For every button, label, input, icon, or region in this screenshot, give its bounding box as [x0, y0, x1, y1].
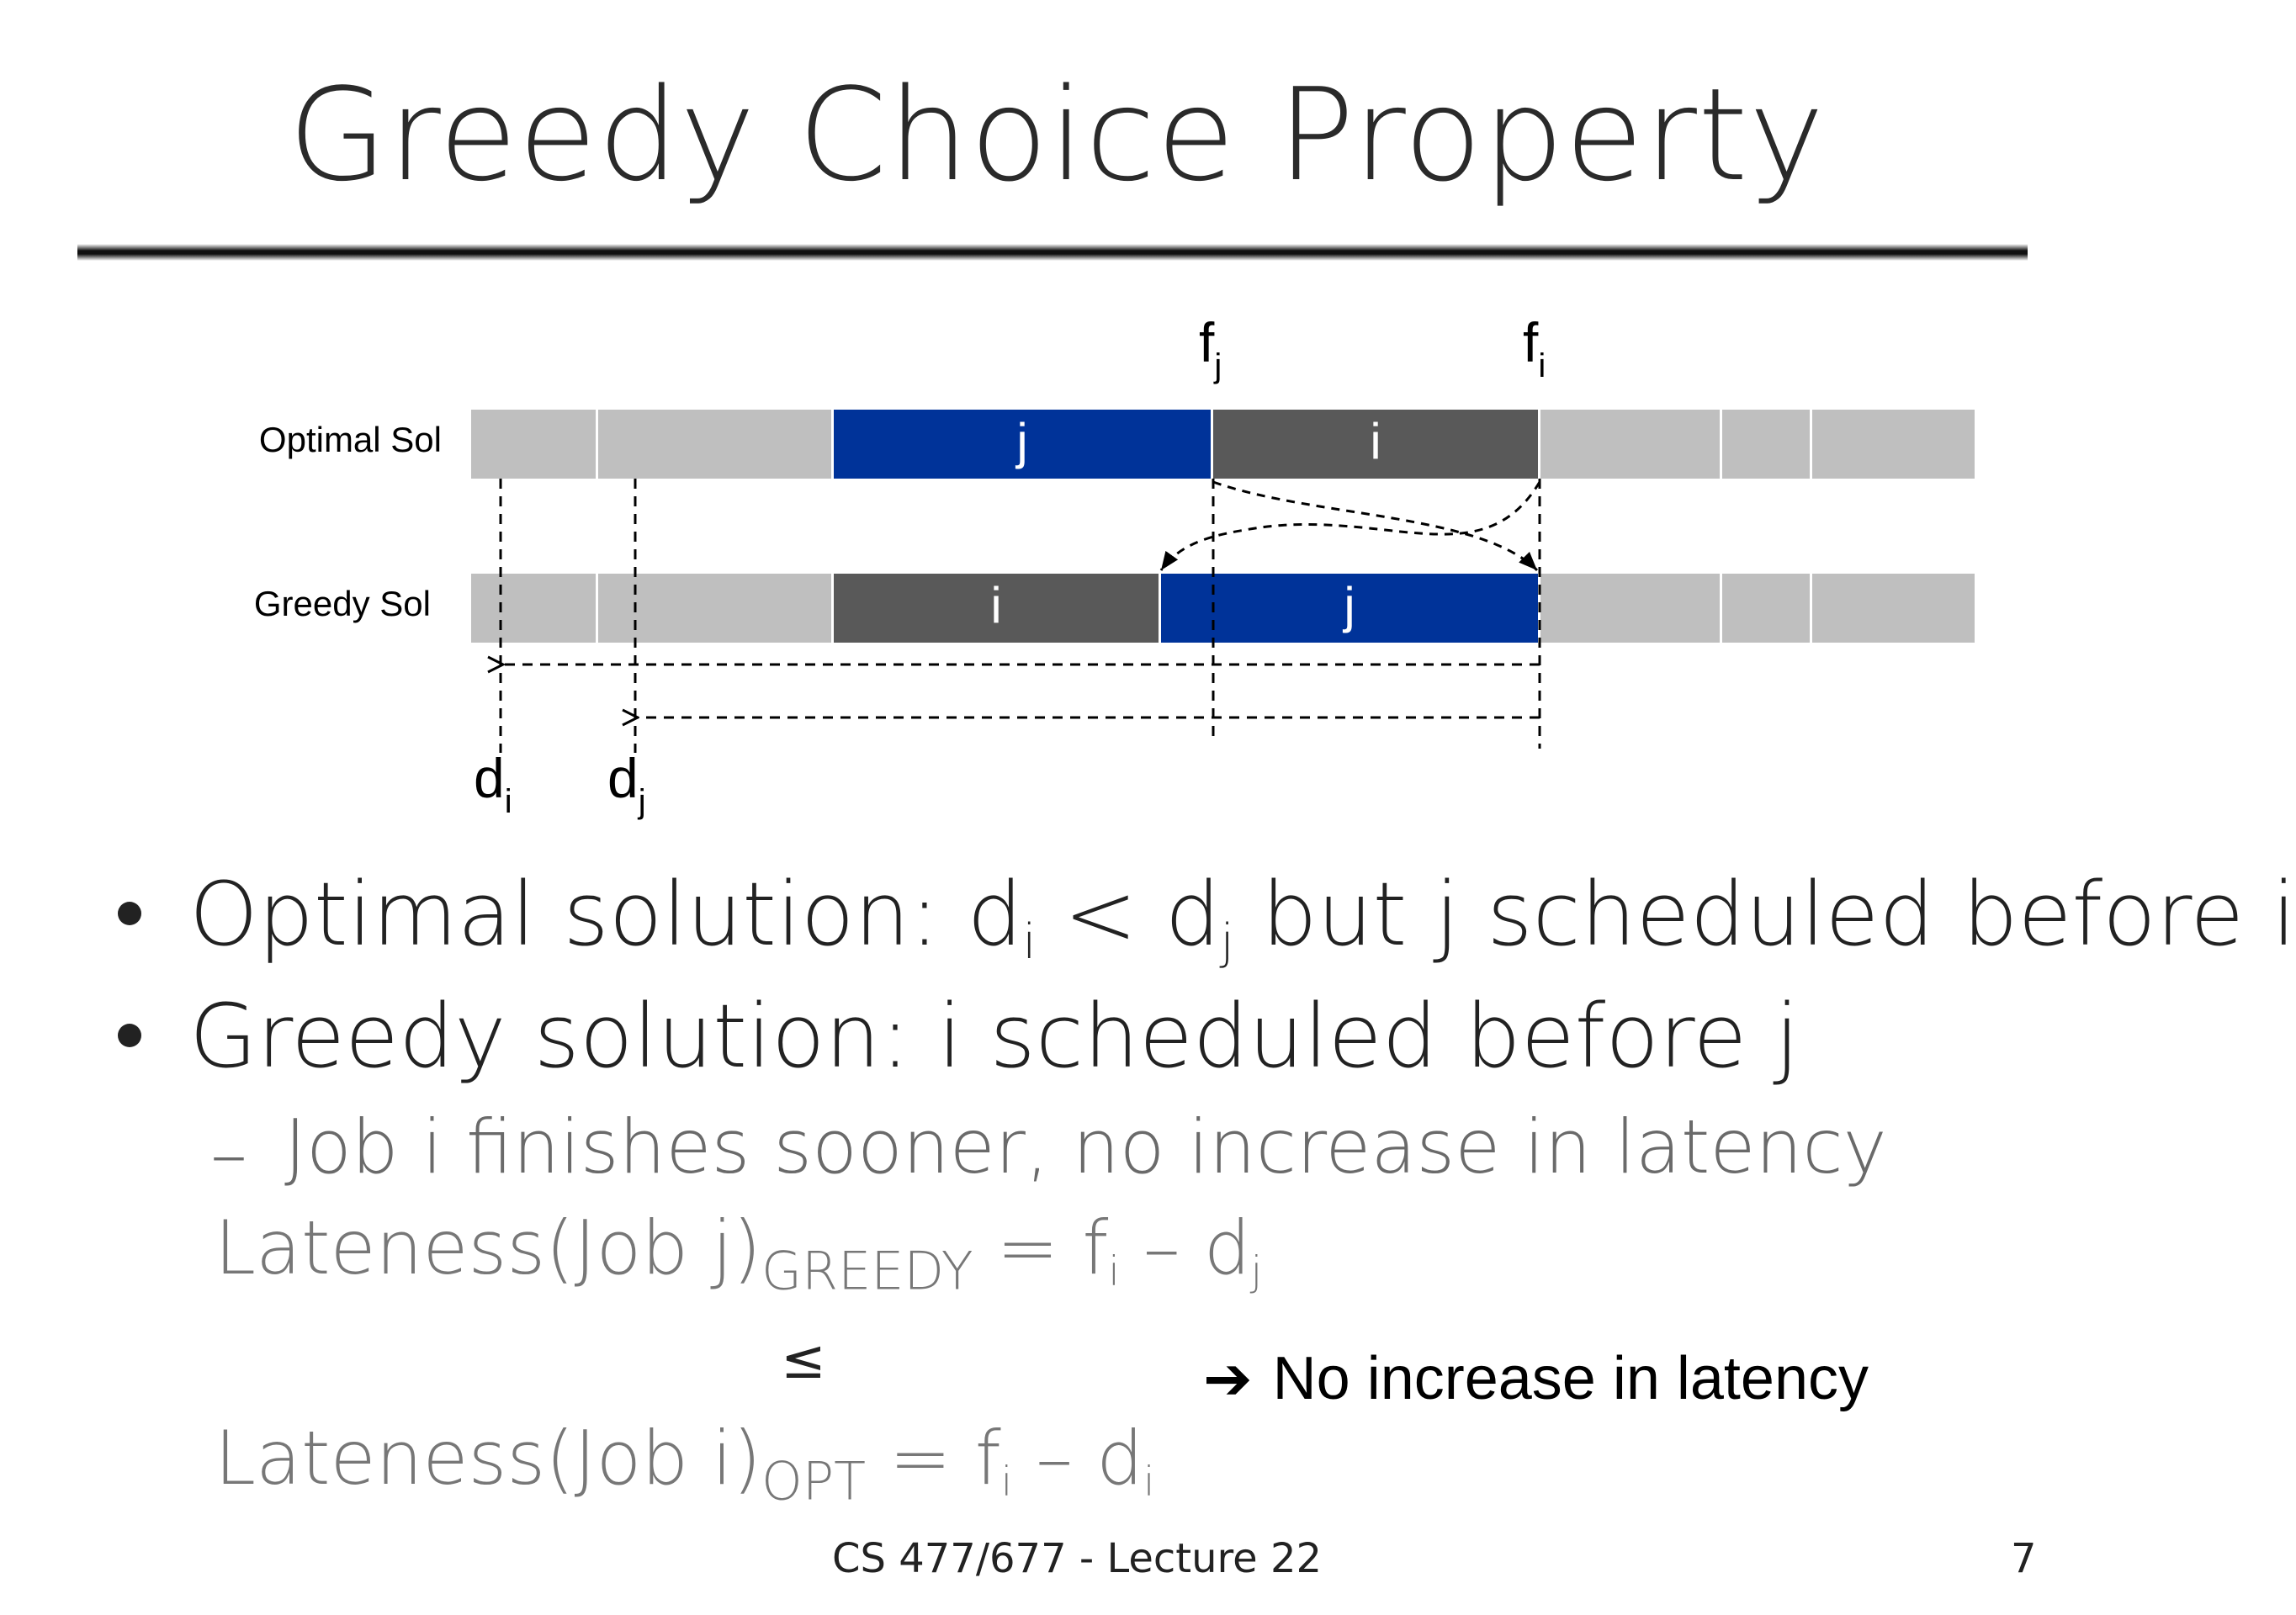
optimal-block [1812, 410, 1975, 479]
bullet-greedy-solution: Greedy solution: i scheduled before j [189, 985, 1800, 1088]
bullet-optimal-solution: Optimal solution: $d_i < d_j$ but j scheduled before i [189, 863, 2296, 971]
lateness-greedy-equation: Lateness(Job $j)_{GREEDY} = f_i - d_j$ [215, 1205, 1263, 1302]
sub-bullet-dash: – [210, 1110, 247, 1197]
sub-bullet-job-i-finishes: Job i finishes sooner, no increase in latency [284, 1104, 1887, 1190]
greedy-job-i-label: i [990, 577, 1002, 633]
optimal-row-label: Optimal Sol [258, 420, 442, 459]
greedy-block [1812, 574, 1975, 643]
bullet-dot [118, 1024, 141, 1047]
slide-footer: CS 477/677 - Lecture 22 [831, 1535, 1323, 1582]
optimal-job-j-label: j [1016, 413, 1028, 469]
lateness-opt-equation: Lateness(Job $i)_{OPT} = f_i - d_i$ [215, 1415, 1155, 1512]
fi-label: $f_i$ [1523, 311, 1546, 384]
greedy-row-label: Greedy Sol [253, 584, 431, 623]
right-arrow-icon: ➔ [1203, 1344, 1253, 1413]
slide-title: Greedy Choice Property [288, 61, 1826, 209]
optimal-block [1722, 410, 1810, 479]
no-increase-note: ➔ No increase in latency [1203, 1344, 1869, 1413]
optimal-block [471, 410, 596, 479]
swap-arrow-j [1213, 482, 1537, 570]
bullet-dot [118, 902, 141, 925]
optimal-block [1540, 410, 1720, 479]
greedy-schedule-bar [471, 574, 1975, 643]
dj-label: $d_j$ [607, 747, 646, 820]
greedy-block [471, 574, 596, 643]
less-equal-symbol: ≤ [781, 1329, 826, 1391]
greedy-job-j-label: j [1344, 577, 1355, 633]
greedy-block [598, 574, 831, 643]
fj-label: $f_j$ [1199, 311, 1222, 384]
swap-arrow-i [1161, 482, 1540, 570]
greedy-block [1722, 574, 1810, 643]
optimal-job-i-label: i [1370, 413, 1381, 469]
optimal-schedule-bar [471, 410, 1975, 479]
page-number: 7 [2011, 1535, 2037, 1582]
optimal-block [598, 410, 831, 479]
di-label: $d_i$ [474, 747, 512, 820]
greedy-block [1540, 574, 1720, 643]
